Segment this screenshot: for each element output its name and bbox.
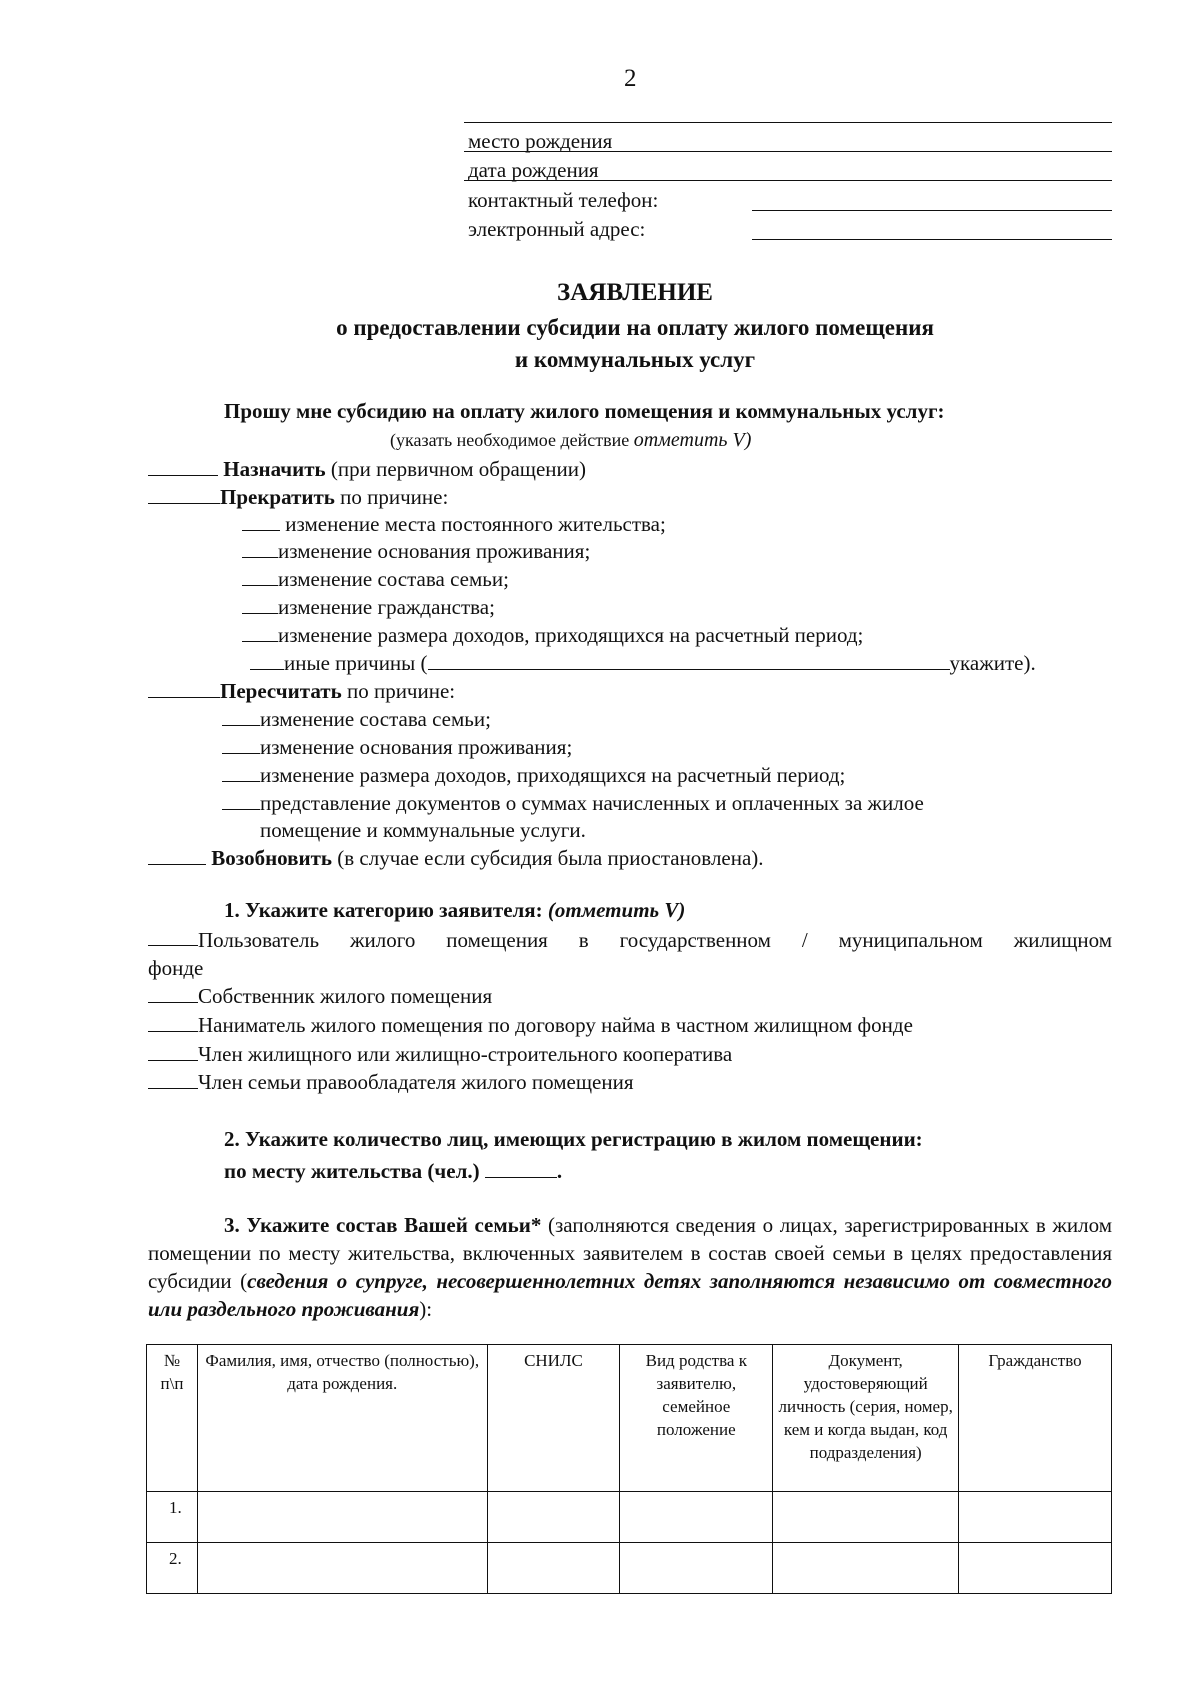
recalc-reason-4	[222, 790, 924, 816]
category-option-5-checkbox[interactable]	[148, 1070, 198, 1089]
stop-reason-4-text: изменение гражданства;	[278, 595, 495, 619]
email-line[interactable]	[752, 239, 1112, 240]
stop-reason-4	[242, 594, 495, 620]
birthdate-line[interactable]	[464, 180, 1112, 181]
option-recalc	[148, 678, 455, 704]
assign-checkbox-line[interactable]	[148, 457, 218, 476]
recalc-reason-3-checkbox[interactable]	[222, 763, 260, 782]
request-hint	[390, 428, 751, 452]
category-option-4-checkbox[interactable]	[148, 1042, 198, 1061]
stop-reason-other-input[interactable]	[428, 651, 950, 670]
page-number: 2	[624, 65, 637, 92]
cell-snils[interactable]	[487, 1543, 620, 1594]
recalc-reason-3	[222, 762, 845, 788]
category-option-3-checkbox[interactable]	[148, 1013, 198, 1032]
option-resume	[148, 845, 764, 871]
cell-full-name[interactable]	[197, 1492, 487, 1543]
section2-line2-text: по месту жительства (чел.)	[224, 1159, 485, 1183]
stop-label: Прекратить	[220, 485, 335, 509]
assign-note: (при первичном обращении)	[325, 457, 586, 481]
header-top-line	[464, 122, 1112, 123]
stop-reason-4-checkbox[interactable]	[242, 595, 278, 614]
cell-relation[interactable]	[620, 1543, 773, 1594]
stop-reason-3-checkbox[interactable]	[242, 567, 278, 586]
table-header-row	[147, 1345, 1112, 1492]
stop-reason-other	[250, 650, 1036, 676]
assign-label: Назначить	[223, 457, 326, 481]
row-number: 2.	[147, 1543, 198, 1594]
cell-citizenship[interactable]	[959, 1543, 1112, 1594]
cell-citizenship[interactable]	[959, 1492, 1112, 1543]
recalc-reason-2-text: изменение основания проживания;	[260, 735, 573, 759]
document-subtitle-line1: о предоставлении субсидии на оплату жилого помещения	[336, 315, 934, 340]
recalc-checkbox-line[interactable]	[148, 679, 220, 698]
birthdate-label: дата рождения	[468, 158, 599, 182]
category-option-2-text: Собственник жилого помещения	[198, 984, 493, 1008]
phone-label: контактный телефон:	[468, 188, 659, 212]
resume-checkbox-line[interactable]	[148, 846, 206, 865]
section2-line1: 2. Укажите количество лиц, имеющих регистрацию в жилом помещении:	[224, 1127, 923, 1151]
cell-identity-document[interactable]	[773, 1492, 959, 1543]
document-title: ЗАЯВЛЕНИЕ	[557, 279, 713, 306]
request-hint-text: (указать необходимое действие	[390, 430, 634, 450]
recalc-note: по причине:	[341, 679, 456, 703]
category-option-2-checkbox[interactable]	[148, 984, 198, 1003]
stop-reason-1-checkbox[interactable]	[242, 512, 280, 531]
category-option-1	[148, 927, 1112, 953]
section1-heading-italic: (отметить V)	[547, 898, 686, 922]
section1-heading	[224, 897, 685, 923]
stop-reason-1-text: изменение места постоянного жительства;	[280, 512, 666, 536]
stop-reason-5	[242, 622, 863, 648]
category-option-5-text: Член семьи правообладателя жилого помещения	[198, 1070, 634, 1094]
section3-paragraph	[148, 1211, 1112, 1323]
recalc-reason-4-continuation: помещение и коммунальные услуги.	[260, 818, 586, 842]
family-composition-table	[146, 1344, 1112, 1594]
section2-line2	[224, 1158, 562, 1184]
cell-relation[interactable]	[620, 1492, 773, 1543]
recalc-reason-1-text: изменение состава семьи;	[260, 707, 491, 731]
stop-note: по причине:	[334, 485, 449, 509]
category-option-1-text: Пользователь жилого помещения в государственном / муниципальном жилищном	[198, 928, 1112, 952]
document-subtitle-line2: и коммунальных услуг	[514, 347, 756, 372]
section3-text-end: ):	[419, 1297, 433, 1321]
category-option-3-text: Наниматель жилого помещения по договору найма в частном жилищном фонде	[198, 1013, 913, 1037]
request-hint-italic: отметить V)	[633, 429, 752, 451]
table-row	[147, 1543, 1112, 1594]
stop-reason-2-checkbox[interactable]	[242, 539, 278, 558]
recalc-reason-1-checkbox[interactable]	[222, 707, 260, 726]
recalc-reason-2-checkbox[interactable]	[222, 735, 260, 754]
row-number: 1.	[147, 1492, 198, 1543]
resume-note: (в случае если субсидия была приостановлена).	[332, 846, 764, 870]
header-identity-document: Документ, удостоверяющий личность (серия, номер, кем и когда выдан, код подразделения)	[773, 1345, 959, 1492]
table-row	[147, 1492, 1112, 1543]
category-option-4-text: Член жилищного или жилищно-строительного кооператива	[198, 1042, 733, 1066]
stop-reason-3	[242, 566, 509, 592]
stop-reason-other-prefix: иные причины (	[284, 651, 428, 675]
section3-heading: 3. Укажите состав Вашей семьи*	[224, 1213, 542, 1237]
section1-heading-text: 1. Укажите категорию заявителя:	[224, 898, 548, 922]
stop-reason-other-checkbox[interactable]	[250, 651, 284, 670]
header-citizenship: Гражданство	[959, 1345, 1112, 1492]
birthplace-label: место рождения	[468, 129, 613, 153]
section2-line2-end: .	[556, 1159, 563, 1183]
recalc-reason-2	[222, 734, 572, 760]
cell-identity-document[interactable]	[773, 1543, 959, 1594]
recalc-reason-4-text: представление документов о суммах начисленных и оплаченных за жилое	[260, 791, 924, 815]
category-option-2	[148, 983, 492, 1009]
registered-count-input[interactable]	[485, 1159, 557, 1178]
header-number: № п\п	[147, 1345, 198, 1492]
stop-reason-other-suffix: укажите).	[949, 651, 1036, 675]
header-full-name: Фамилия, имя, отчество (полностью), дата рождения.	[197, 1345, 487, 1492]
section3-italic-note: сведения о супруге, несовершеннолетних детях заполняются независимо от совместного или раздельного проживания	[148, 1269, 1112, 1321]
section3-text: (заполняются сведения о лицах, зарегистрированных в жилом помещении по месту жительства, включенных заявителем в состав своей семьи в целях предоставления субсидии (	[148, 1213, 1112, 1293]
stop-reason-2-text: изменение основания проживания;	[278, 539, 591, 563]
recalc-reason-3-text: изменение размера доходов, приходящихся на расчетный период;	[260, 763, 846, 787]
option-assign	[148, 456, 586, 482]
stop-reason-5-checkbox[interactable]	[242, 623, 278, 642]
request-heading: Прошу мне субсидию на оплату жилого помещения и коммунальных услуг:	[224, 399, 945, 423]
email-label: электронный адрес:	[468, 217, 646, 241]
stop-reason-3-text: изменение состава семьи;	[278, 567, 509, 591]
recalc-label: Пересчитать	[220, 679, 342, 703]
cell-snils[interactable]	[487, 1492, 620, 1543]
recalc-reason-4-checkbox[interactable]	[222, 791, 260, 810]
category-option-1-continuation: фонде	[148, 956, 204, 980]
stop-checkbox-line[interactable]	[148, 485, 220, 504]
category-option-4	[148, 1041, 732, 1067]
stop-reason-2	[242, 538, 590, 564]
resume-label: Возобновить	[211, 846, 333, 870]
category-option-5	[148, 1069, 633, 1095]
stop-reason-5-text: изменение размера доходов, приходящихся на расчетный период;	[278, 623, 864, 647]
option-stop	[148, 484, 448, 510]
header-relation: Вид родства к заявителю, семейное положение	[620, 1345, 773, 1492]
birthplace-line[interactable]	[464, 151, 1112, 152]
cell-full-name[interactable]	[197, 1543, 487, 1594]
stop-reason-1	[242, 511, 666, 537]
phone-line[interactable]	[752, 210, 1112, 211]
category-option-3	[148, 1012, 913, 1038]
category-option-1-checkbox[interactable]	[148, 927, 198, 946]
recalc-reason-1	[222, 706, 491, 732]
header-snils: СНИЛС	[487, 1345, 620, 1492]
